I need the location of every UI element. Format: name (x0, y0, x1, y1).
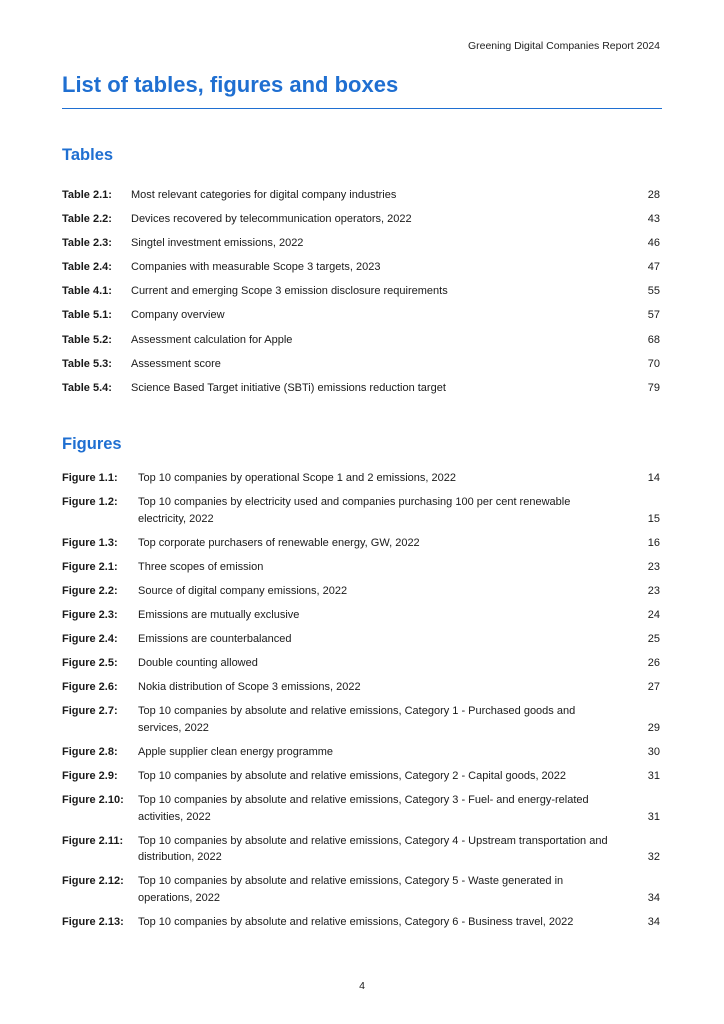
entry-page-number: 46 (647, 237, 660, 250)
entry-title: Top corporate purchasers of renewable energy, GW, 2022 (138, 536, 420, 549)
table-entry[interactable] (62, 283, 660, 300)
entry-page-number: 24 (647, 608, 660, 621)
entry-label: Figure 2.10: (62, 794, 124, 807)
table-entry[interactable] (62, 356, 660, 373)
running-header: Greening Digital Companies Report 2024 (467, 40, 660, 52)
entry-label: Figure 2.9: (62, 770, 118, 783)
entry-title: Top 10 companies by operational Scope 1 and 2 emissions, 2022 (138, 472, 456, 484)
figure-entry[interactable] (62, 679, 660, 696)
page-title: List of tables, figures and boxes (62, 72, 399, 97)
table-entry[interactable] (62, 259, 660, 276)
figure-entry[interactable] (62, 792, 660, 825)
entry-page-number: 47 (647, 261, 660, 274)
entry-title: Apple supplier clean energy programme (138, 745, 334, 758)
entry-page-number: 34 (647, 915, 660, 928)
entry-page-number: 32 (647, 851, 660, 864)
entry-page-number: 43 (647, 213, 660, 226)
entry-page-number: 14 (647, 472, 660, 484)
figure-entry[interactable] (62, 914, 660, 931)
entry-title: Singtel investment emissions, 2022 (131, 237, 304, 250)
entry-title: Top 10 companies by absolute and relative emissions, Category 6 - Business travel, 2022 (138, 915, 574, 928)
entry-title: Assessment calculation for Apple (131, 333, 293, 346)
entry-page-number: 30 (647, 745, 660, 758)
figure-entry[interactable] (62, 607, 660, 624)
entry-title: Top 10 companies by absolute and relative emissions, Category 4 - Upstream transportation and distribution, 2022 (138, 834, 608, 864)
entry-title: Current and emerging Scope 3 emission disclosure requirements (131, 285, 448, 298)
tables-list (62, 187, 660, 404)
figures-heading: Figures (62, 435, 122, 453)
page-number: 4 (359, 980, 365, 992)
entry-label: Figure 2.11: (62, 834, 124, 847)
entry-label: Figure 2.7: (62, 705, 118, 718)
entry-label: Figure 2.12: (62, 875, 124, 888)
entry-page-number: 23 (647, 560, 660, 573)
entry-label: Figure 2.5: (62, 657, 118, 670)
entry-title: Devices recovered by telecommunication operators, 2022 (131, 213, 412, 226)
entry-label: Figure 1.1: (62, 472, 118, 484)
entry-title: Most relevant categories for digital company industries (131, 189, 397, 201)
entry-page-number: 70 (647, 357, 660, 370)
entry-label: Table 5.1: (62, 309, 112, 322)
entry-page-number: 79 (647, 381, 660, 394)
table-entry[interactable] (62, 380, 660, 397)
entry-page-number: 34 (647, 891, 660, 904)
entry-page-number: 55 (647, 285, 660, 298)
entry-label: Table 2.3: (62, 237, 112, 250)
entry-title: Top 10 companies by absolute and relative emissions, Category 5 - Waste generated in operations, 2022 (138, 875, 564, 904)
figure-entry[interactable] (62, 655, 660, 672)
figure-entry[interactable] (62, 470, 660, 487)
figure-entry[interactable] (62, 703, 660, 736)
entry-page-number: 23 (647, 584, 660, 597)
entry-page-number: 15 (647, 512, 660, 525)
entry-label: Table 2.1: (62, 189, 112, 201)
entry-label: Table 2.4: (62, 261, 112, 274)
entry-page-number: 68 (647, 333, 660, 346)
entry-label: Figure 2.4: (62, 633, 118, 646)
figure-entry[interactable] (62, 535, 660, 552)
figure-entry[interactable] (62, 744, 660, 761)
entry-page-number: 16 (647, 536, 660, 549)
entry-title: Science Based Target initiative (SBTi) emissions reduction target (131, 381, 446, 394)
figure-entry[interactable] (62, 494, 660, 527)
figure-entry[interactable] (62, 833, 660, 866)
entry-page-number: 29 (647, 721, 660, 734)
entry-page-number: 26 (647, 657, 660, 670)
entry-label: Figure 2.3: (62, 608, 118, 621)
tables-heading: Tables (62, 146, 114, 164)
table-entry[interactable] (62, 187, 660, 204)
figures-list (62, 470, 660, 938)
entry-page-number: 31 (647, 810, 660, 823)
entry-title: Double counting allowed (138, 657, 258, 670)
entry-title: Top 10 companies by absolute and relative emissions, Category 1 - Purchased goods and services, 2022 (138, 705, 576, 734)
figure-entry[interactable] (62, 631, 660, 648)
title-divider (62, 108, 662, 109)
entry-label: Figure 1.2: (62, 496, 118, 509)
table-entry[interactable] (62, 307, 660, 324)
entry-page-number: 57 (647, 309, 660, 322)
figure-entry[interactable] (62, 559, 660, 576)
table-entry[interactable] (62, 332, 660, 349)
entry-title: Top 10 companies by electricity used and companies purchasing 100 per cent renewable electricity, 2022 (138, 496, 571, 525)
entry-label: Figure 2.8: (62, 745, 118, 758)
entry-title: Source of digital company emissions, 2022 (138, 584, 348, 597)
entry-title: Top 10 companies by absolute and relative emissions, Category 3 - Fuel- and energy-related activities, 2022 (138, 794, 589, 823)
entry-title: Emissions are counterbalanced (138, 633, 292, 646)
table-entry[interactable] (62, 235, 660, 252)
entry-label: Figure 1.3: (62, 536, 118, 549)
figure-entry[interactable] (62, 583, 660, 600)
entry-page-number: 28 (647, 189, 660, 201)
entry-page-number: 25 (647, 633, 660, 646)
table-entry[interactable] (62, 211, 660, 228)
entry-label: Figure 2.2: (62, 584, 118, 597)
entry-page-number: 27 (647, 681, 660, 694)
entry-label: Figure 2.1: (62, 560, 118, 573)
entry-label: Table 4.1: (62, 285, 112, 298)
entry-label: Table 5.2: (62, 333, 112, 346)
entry-title: Emissions are mutually exclusive (138, 608, 300, 621)
entry-label: Table 5.4: (62, 381, 112, 394)
entry-label: Figure 2.6: (62, 681, 118, 694)
figure-entry[interactable] (62, 768, 660, 785)
entry-label: Figure 2.13: (62, 915, 124, 928)
entry-label: Table 5.3: (62, 357, 112, 370)
entry-title: Assessment score (131, 357, 221, 370)
entry-title: Company overview (131, 309, 225, 322)
entry-title: Three scopes of emission (138, 560, 264, 573)
entry-page-number: 31 (647, 770, 660, 783)
figure-entry[interactable] (62, 873, 660, 906)
entry-label: Table 2.2: (62, 213, 112, 226)
entry-title: Top 10 companies by absolute and relative emissions, Category 2 - Capital goods, 2022 (138, 770, 567, 783)
entry-title: Companies with measurable Scope 3 targets, 2023 (131, 261, 381, 274)
entry-title: Nokia distribution of Scope 3 emissions, 2022 (138, 681, 361, 694)
